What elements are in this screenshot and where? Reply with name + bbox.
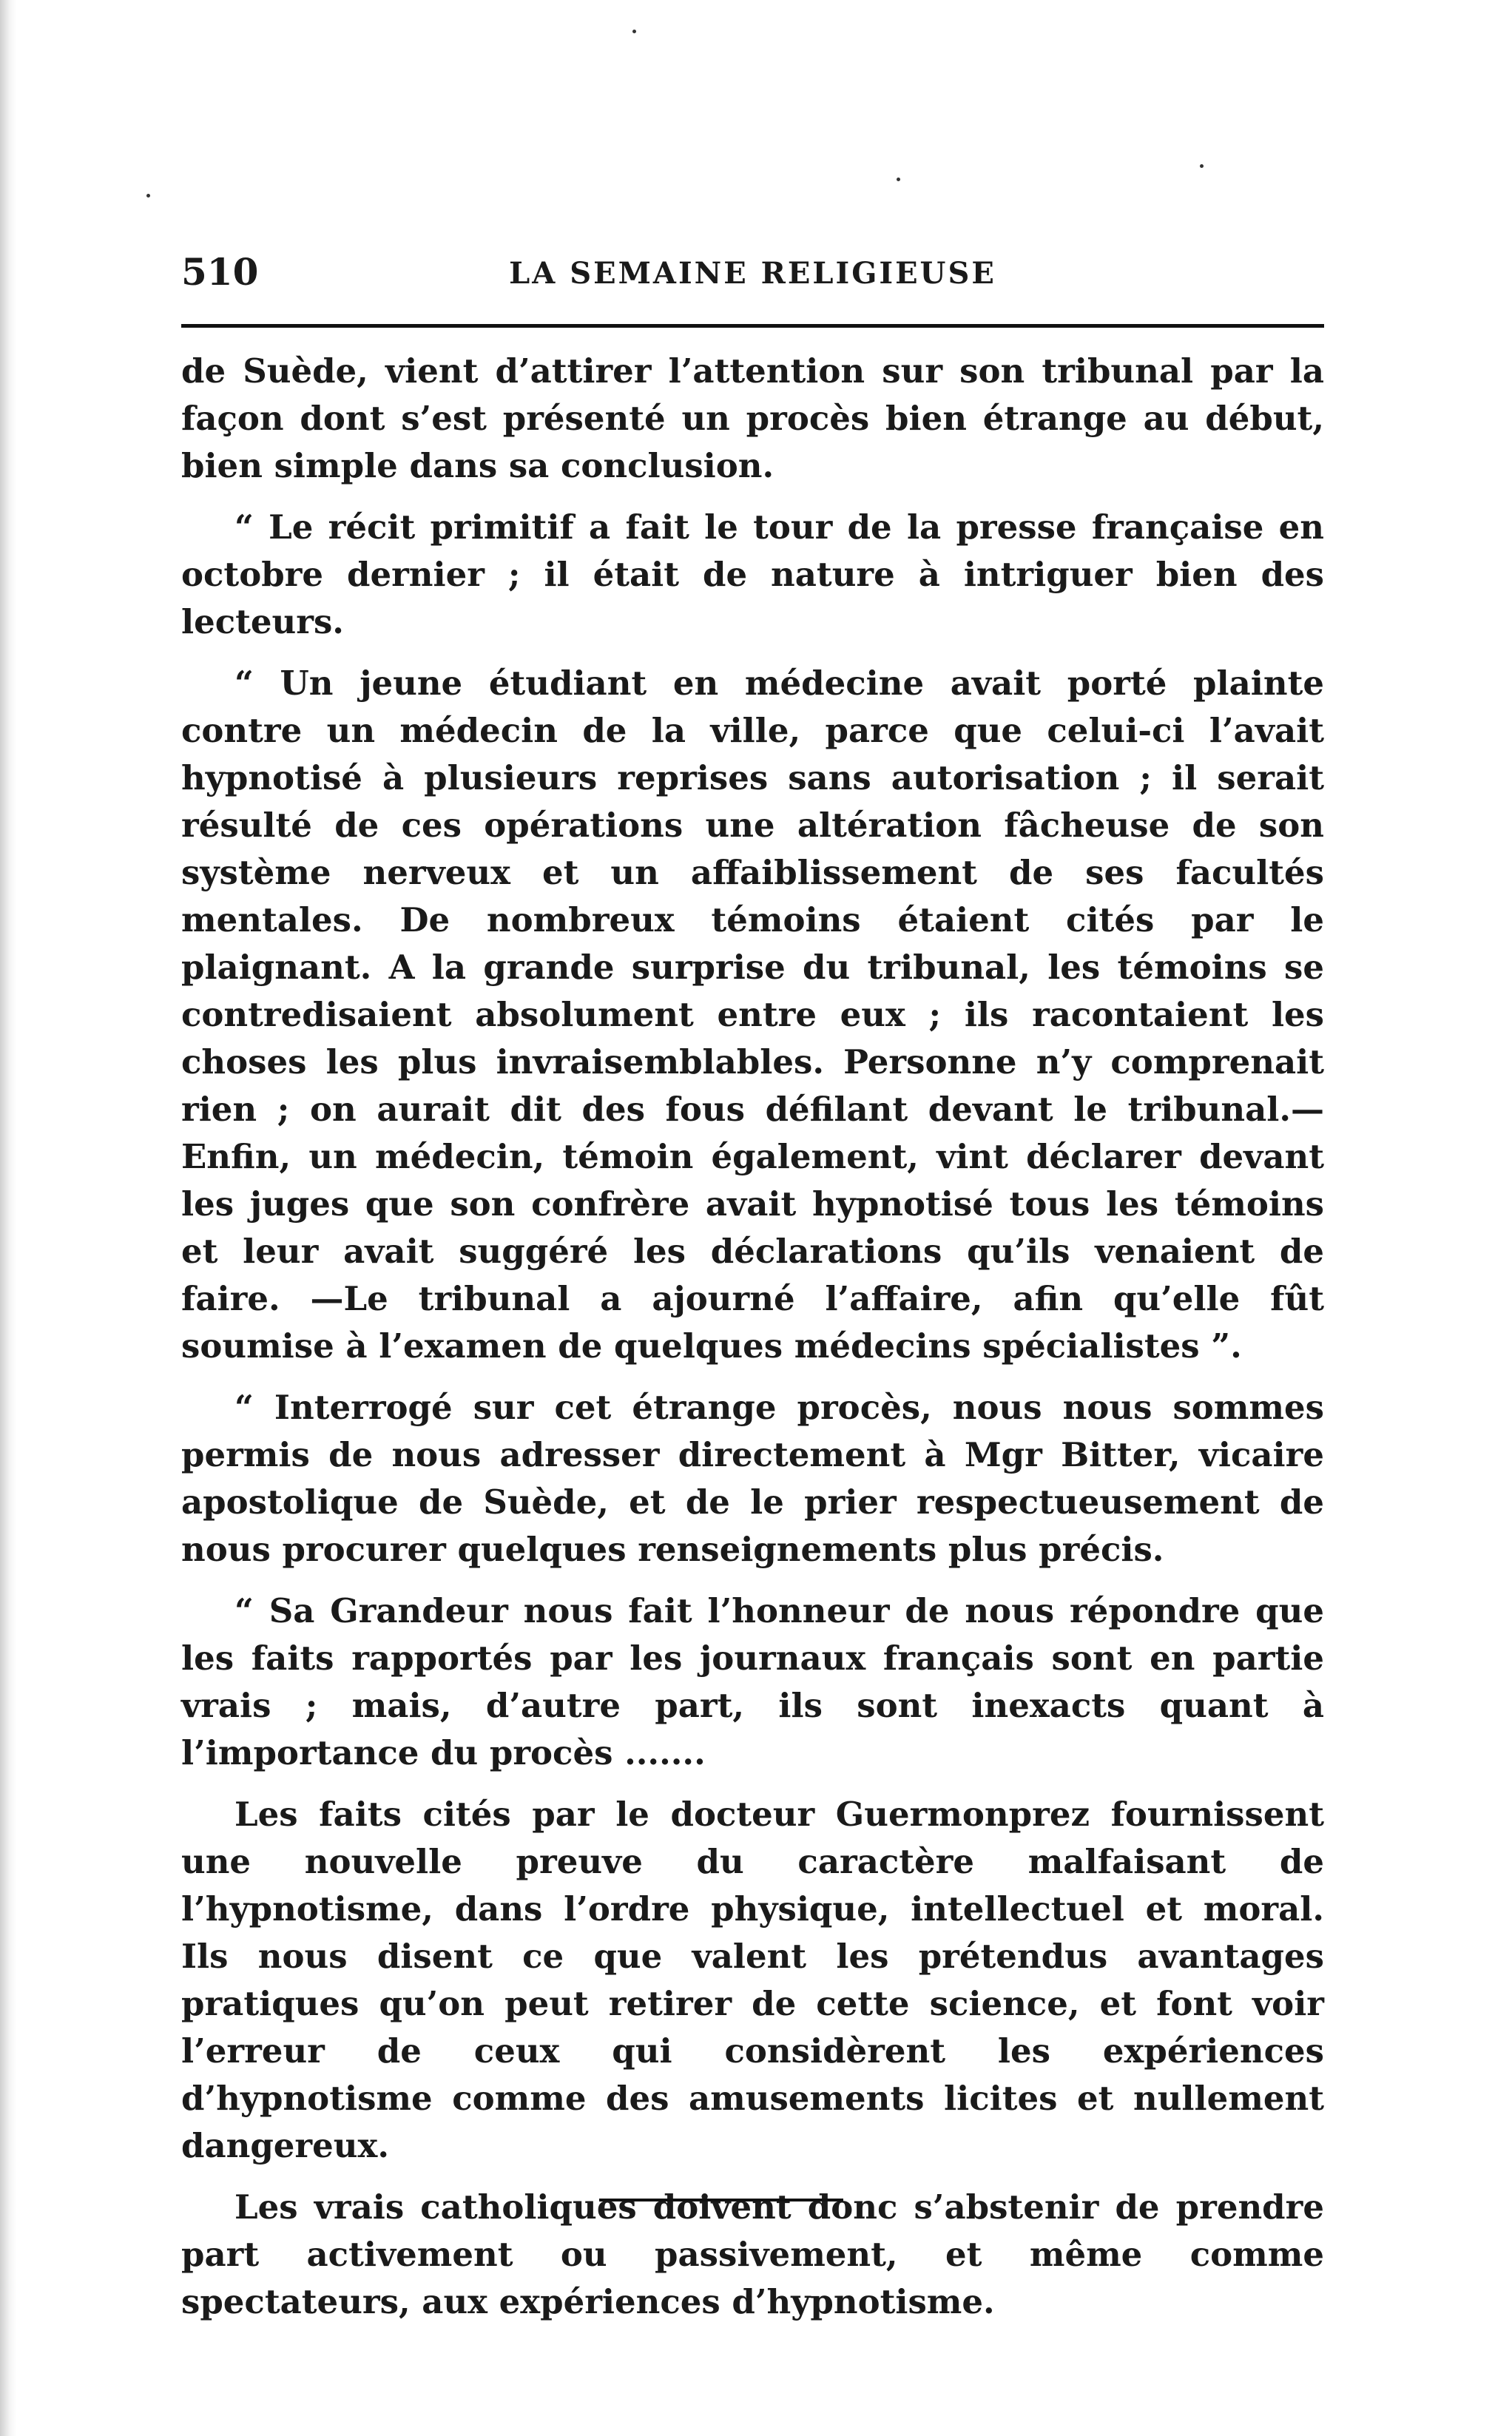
page-header (181, 250, 1324, 302)
paragraph: de Suède, vient d’attirer l’attention sur son tribunal par la façon dont s’est présenté un procès bien étrange au début, bien simple dans sa conclusion. (181, 351, 1324, 485)
print-speck (1200, 164, 1204, 168)
paragraph: Les vrais catholiques doivent donc s’abstenir de prendre part activement ou passivement, et même comme spectateurs, aux expériences d’hypnotisme. (181, 2187, 1324, 2321)
running-title: LA SEMAINE RELIGIEUSE (509, 256, 996, 291)
paragraph: Les faits cités par le docteur Guermonprez fournissent une nouvelle preuve du caractère malfaisant de l’hypnotisme, dans l’ordre physique, intellectuel et moral. Ils nous disent ce que valent les prétendus avantages pratiques qu’on peut retirer de cette science, et font voir l’erreur de ceux qui considèrent les expériences d’hypnotisme comme des amusements licites et nullement dangereux. (181, 1795, 1324, 2165)
paragraph: “ Sa Grandeur nous fait l’honneur de nous répondre que les faits rapportés par les journaux français sont en partie vrais ; mais, d’autre part, ils sont inexacts quant à l’importance du procès ....... (181, 1591, 1324, 1772)
page-number: 510 (181, 250, 259, 294)
print-speck (897, 178, 900, 181)
page-binding-edge (0, 0, 16, 2436)
print-speck (146, 194, 150, 198)
end-rule (599, 2199, 843, 2201)
paragraph: “ Un jeune étudiant en médecine avait porté plainte contre un médecin de la ville, parce que celui-ci l’avait hypnotisé à plusieurs reprises sans autorisation ; il serait résulté de ces opérations une altération fâcheuse de son système nerveux et un affaiblissement de ses facultés mentales. De nombreux témoins étaient cités par le plaignant. A la grande surprise du tribunal, les témoins se contredisaient absolument entre eux ; ils racontaient les choses les plus invraisemblables. Personne n’y comprenait rien ; on aurait dit des fous défilant devant le tribunal.—Enfin, un médecin, témoin également, vint déclarer devant les juges que son confrère avait hypnotisé tous les témoins et leur avait suggéré les déclarations qu’ils venaient de faire. —Le tribunal a ajourné l’affaire, afin qu’elle fût soumise à l’examen de quelques médecins spécialistes ”. (181, 664, 1324, 1366)
print-speck (632, 30, 636, 33)
article-body (181, 348, 1324, 2340)
paragraph: “ Interrogé sur cet étrange procès, nous nous sommes permis de nous adresser directement à Mgr Bitter, vicaire apostolique de Suède, et de le prier respectueusement de nous procurer quelques renseignements plus précis. (181, 1388, 1324, 1569)
paragraph: “ Le récit primitif a fait le tour de la presse française en octobre dernier ; il était de nature à intriguer bien des lecteurs. (181, 507, 1324, 641)
header-rule (181, 324, 1324, 328)
